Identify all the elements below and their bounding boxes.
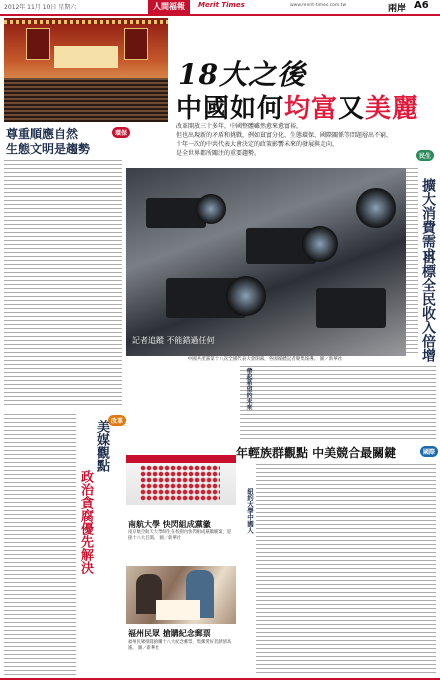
caption-credit: 圖／新華社 <box>159 536 181 541</box>
stamp-caption <box>128 640 234 652</box>
section-name: 兩岸 <box>388 4 407 14</box>
stamp-photo <box>126 566 236 624</box>
camera-lens <box>356 188 396 228</box>
headline-prefix: 中國如何 <box>176 94 285 124</box>
lead-line: 十年一次的中共代表大會決定的政策影響未來的發展與走向， <box>176 141 339 148</box>
nanhang-headline: 南航大學 快閃組成黨徽 <box>128 520 211 529</box>
camera-lens <box>302 226 338 262</box>
caption-text: 中國共產黨第十八次全國代表大會開幕，各國媒體記者聚集報導。 <box>187 357 319 362</box>
environment-headline-2: 生態文明是趨勢 <box>6 142 91 156</box>
photo-overlay-text: 記者追蹤 不能錯過任何 <box>132 336 215 345</box>
lead-line: 改革開放三十多年，中國整體雖然愈來愈富裕， <box>176 123 303 130</box>
environment-headline-1: 尊重順應自然 <box>6 127 79 141</box>
reform-badge: 改革 <box>108 415 126 426</box>
photo-screen-left <box>26 28 50 60</box>
caption-credit: 圖／新華社 <box>319 357 343 362</box>
article-body-text <box>240 366 436 442</box>
newspaper-logo-en: Merit Times <box>198 1 245 9</box>
livelihood-headline-2: 目標全民收入倍增 <box>420 250 436 362</box>
youth-subhead: 紐約大學中國人 <box>246 488 254 534</box>
congress-photo <box>4 18 168 122</box>
page-number: A6 <box>414 0 429 11</box>
youth-headline: 年輕族群觀點 中美競合最關鍵 <box>236 446 397 460</box>
livelihood-badge: 民生 <box>416 150 434 161</box>
livelihood-body-text <box>406 168 418 354</box>
mid-kicker: 帶起希望的未來 <box>245 368 252 410</box>
us-media-headline-1: 美媒觀點 <box>94 420 109 472</box>
media-photo-caption <box>160 356 370 363</box>
lead-paragraph <box>176 122 438 158</box>
headline-line-1: 18大之後 <box>178 58 306 91</box>
international-badge: 國際 <box>420 446 438 457</box>
headline-red-1: 均富 <box>284 94 339 124</box>
photo-crowd <box>4 78 168 122</box>
environment-badge: 環保 <box>112 127 130 138</box>
caption-credit: 圖／新華社 <box>137 646 160 651</box>
photo-stamps <box>156 600 200 620</box>
lead-line: 但也出現新的矛盾和挑戰，例如貧富分化、生態環保、國際關係等問題層出不窮， <box>176 132 393 139</box>
photo-stage <box>54 46 118 68</box>
camera-lens <box>196 194 226 224</box>
issue-date: 2012年 11月 10日 星期六 <box>4 4 77 11</box>
stamp-headline: 福州民眾 搶購紀念郵票 <box>128 629 211 638</box>
headline-mid: 又 <box>338 94 366 124</box>
camera-shape <box>316 288 386 328</box>
photo-banner <box>126 455 236 463</box>
environment-body-text <box>4 160 122 408</box>
media-photo <box>126 168 406 356</box>
nanhang-photo <box>126 455 236 505</box>
camera-lens <box>226 276 266 316</box>
caption-text: 福州民眾排隊搶購十八大紀念郵票，集郵愛好者熱情高漲。 <box>128 640 232 651</box>
livelihood-headline-1: 擴大消費需求 <box>420 178 436 262</box>
environment-headline <box>6 127 112 157</box>
nanhang-caption <box>128 530 234 542</box>
newspaper-logo: 人間福報 <box>148 0 190 15</box>
caption-text: 南京航空航天大學師生在校園內快閃組成黨徽圖案，迎接十八大召開。 <box>128 530 232 541</box>
headline-line-2 <box>176 88 419 125</box>
photo-crowd-dots <box>140 465 220 501</box>
youth-body-text <box>256 464 436 674</box>
bottom-rule <box>0 678 440 680</box>
lead-line: 是全世界都所關注的重要趨勢。 <box>176 150 261 157</box>
headline-red-2: 美麗 <box>365 94 420 124</box>
photo-decoration <box>4 20 168 24</box>
photo-screen-right <box>124 28 148 60</box>
website-url: www.merit-times.com.tw <box>290 3 347 8</box>
us-media-body-text <box>4 414 76 676</box>
us-media-headline-2: 政治貪腐優先解決 <box>78 470 93 574</box>
